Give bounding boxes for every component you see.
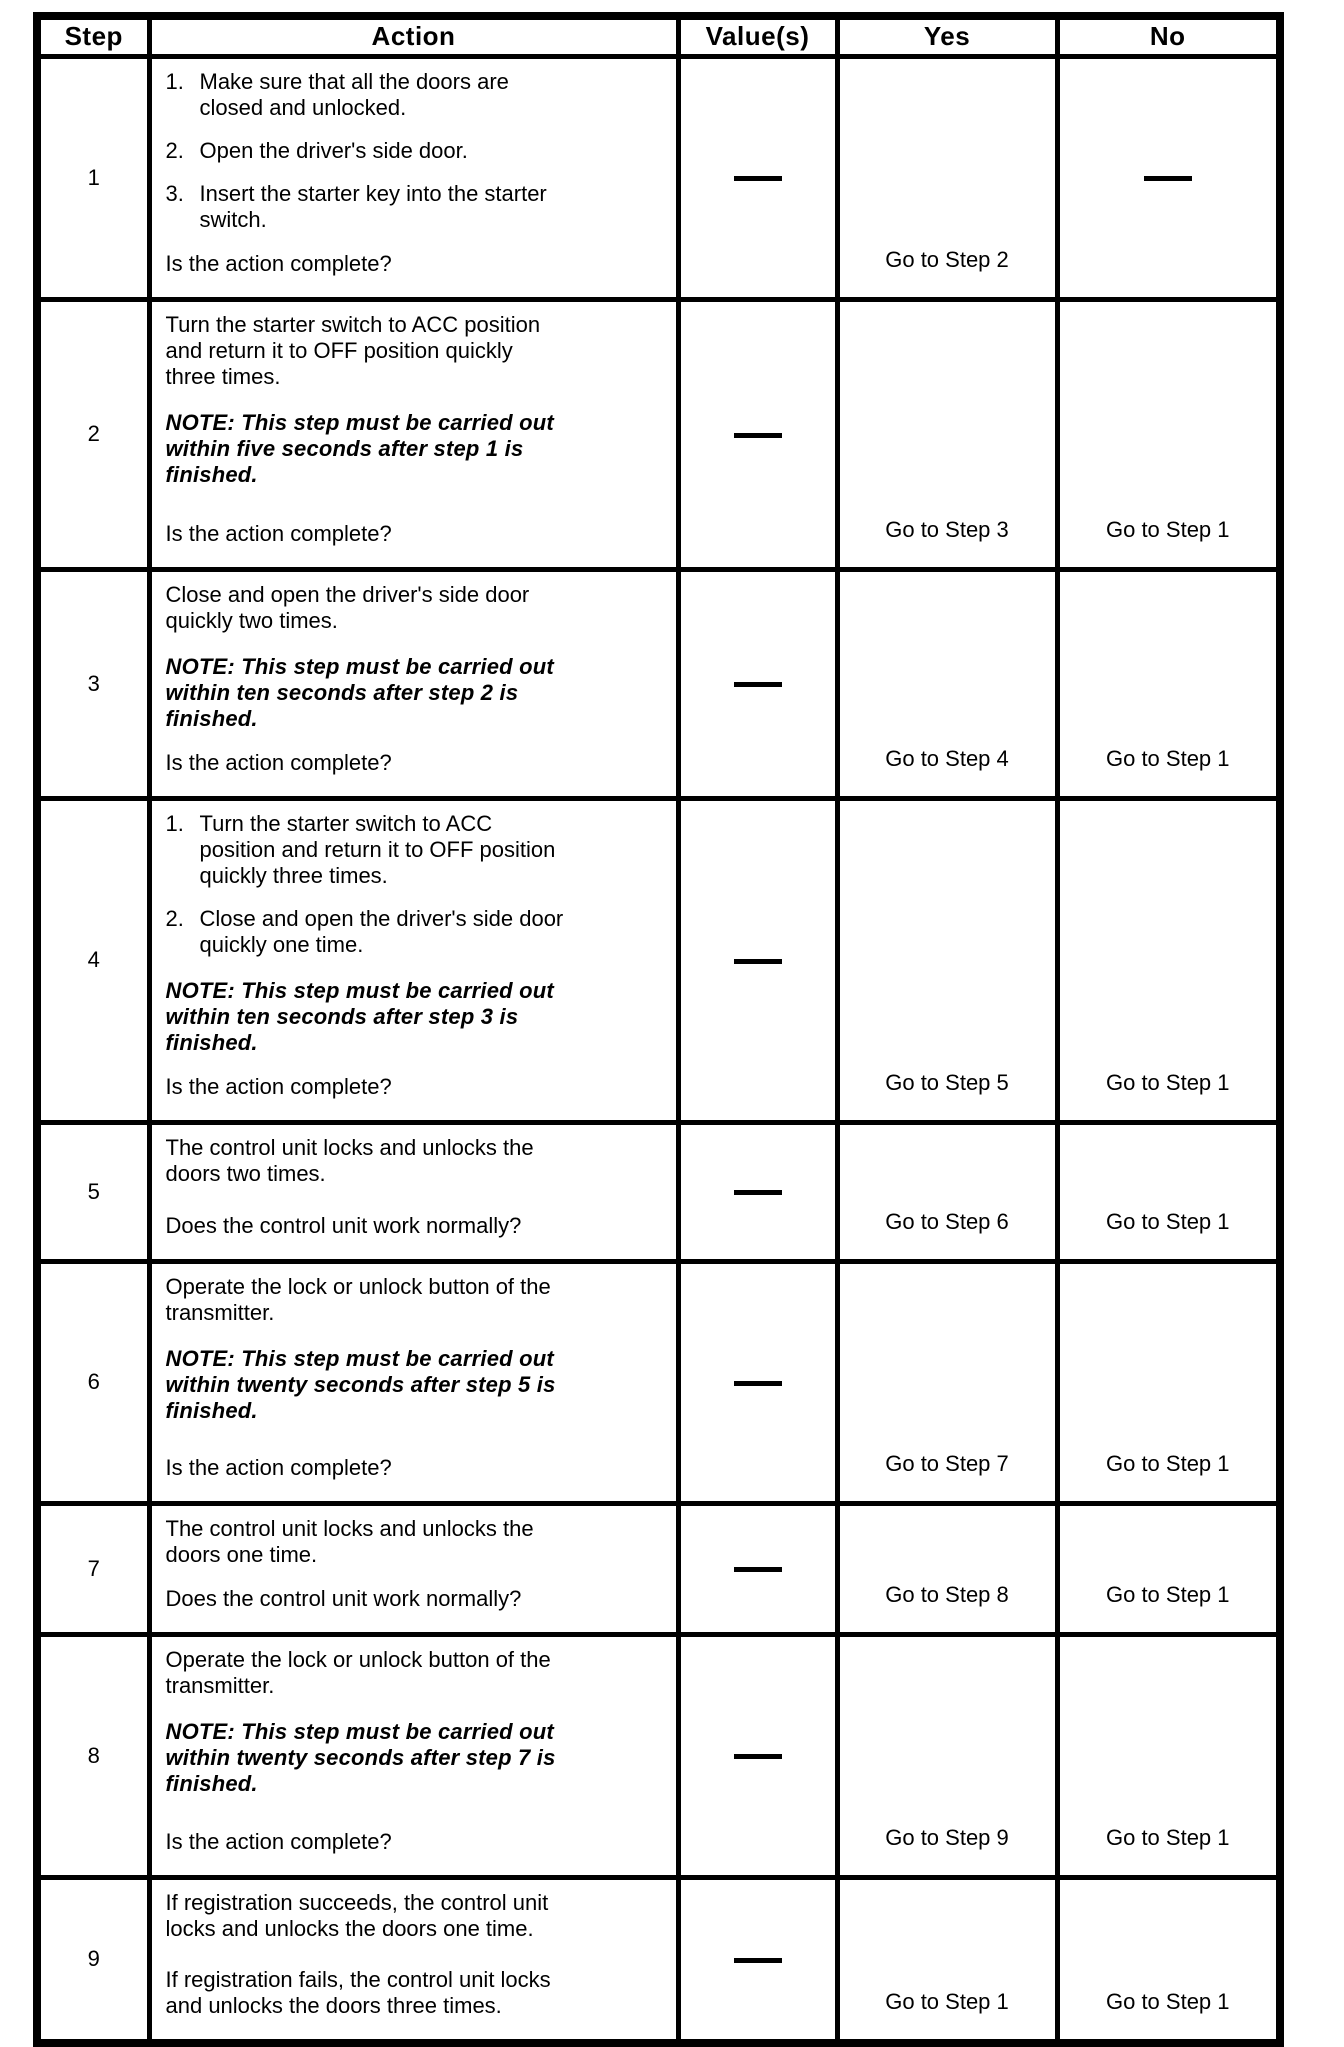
list-number: 1.	[165, 68, 184, 94]
procedure-table-container	[33, 12, 1284, 2047]
action-paragraph: Operate the lock or unlock button of the transmitter.	[165, 1273, 551, 1325]
header-action: Action	[149, 16, 678, 56]
yes-cell	[837, 569, 1057, 798]
no-cell	[1057, 56, 1280, 299]
yes-cell	[837, 299, 1057, 569]
header-yes: Yes	[837, 16, 1057, 56]
step-number: 9	[37, 1877, 149, 2043]
action-cell	[149, 1634, 678, 1877]
dash-placeholder	[734, 1567, 782, 1572]
action-paragraph: If registration fails, the control unit locks and unlocks the doors three times.	[165, 1966, 551, 2018]
dash-placeholder	[734, 176, 782, 181]
action-paragraph: The control unit locks and unlocks the doors one time.	[165, 1515, 534, 1567]
step-number: 6	[37, 1261, 149, 1503]
question-text: Is the action complete?	[165, 749, 392, 775]
values-cell	[678, 569, 837, 798]
action-cell	[149, 1877, 678, 2043]
numbered-item	[166, 906, 658, 958]
note-text: NOTE: This step must be carried out within ten seconds after step 2 is finished.	[165, 653, 554, 731]
goto-step-text: Go to Step 1	[1105, 1450, 1230, 1476]
header-no: No	[1057, 16, 1280, 56]
no-cell	[1057, 299, 1280, 569]
action-cell	[149, 1122, 678, 1261]
dash-placeholder	[734, 682, 782, 687]
question-text: Is the action complete?	[165, 520, 392, 546]
action-paragraph: If registration succeeds, the control unit locks and unlocks the doors one time.	[165, 1889, 549, 1941]
yes-cell	[837, 798, 1057, 1122]
dash-placeholder	[734, 1754, 782, 1759]
note-text: NOTE: This step must be carried out within twenty seconds after step 7 is finished.	[165, 1718, 556, 1796]
dash-placeholder	[734, 1190, 782, 1195]
goto-step-text: Go to Step 1	[1105, 745, 1230, 771]
values-cell	[678, 1503, 837, 1634]
action-cell	[149, 1261, 678, 1503]
table-row	[37, 1261, 1280, 1503]
goto-step-text: Go to Step 1	[1105, 1208, 1230, 1234]
values-cell	[678, 299, 837, 569]
header-step: Step	[37, 16, 149, 56]
list-number: 2.	[165, 137, 184, 163]
dash-placeholder	[734, 959, 782, 964]
table-row	[37, 56, 1280, 299]
action-cell	[149, 1503, 678, 1634]
yes-cell	[837, 1634, 1057, 1877]
list-number: 3.	[165, 180, 184, 206]
action-cell	[149, 569, 678, 798]
table-body	[37, 56, 1280, 2043]
goto-step-text: Go to Step 1	[1105, 1581, 1230, 1607]
list-item-text: Open the driver's side door.	[199, 137, 468, 163]
question-text: Is the action complete?	[165, 1073, 392, 1099]
note-text: NOTE: This step must be carried out within twenty seconds after step 5 is finished.	[165, 1345, 556, 1423]
step-number: 4	[37, 798, 149, 1122]
table-row	[37, 569, 1280, 798]
goto-step-text: Go to Step 3	[885, 516, 1009, 542]
table-row	[37, 1503, 1280, 1634]
list-item-text: Insert the starter key into the starter switch.	[199, 180, 547, 232]
values-cell	[678, 1122, 837, 1261]
no-cell	[1057, 569, 1280, 798]
values-cell	[678, 1261, 837, 1503]
dash-placeholder	[734, 433, 782, 438]
step-number: 2	[37, 299, 149, 569]
table-row	[37, 798, 1280, 1122]
yes-cell	[837, 1261, 1057, 1503]
values-cell	[678, 798, 837, 1122]
no-cell	[1057, 1634, 1280, 1877]
goto-step-text: Go to Step 5	[885, 1069, 1009, 1095]
question-text: Does the control unit work normally?	[165, 1585, 522, 1611]
goto-step-text: Go to Step 1	[1105, 1988, 1230, 2014]
numbered-item	[166, 811, 658, 889]
numbered-item	[166, 181, 658, 233]
action-paragraph: Close and open the driver's side door quickly two times.	[165, 581, 530, 633]
question-text: Is the action complete?	[165, 1828, 392, 1854]
table-row	[37, 299, 1280, 569]
numbered-item	[166, 69, 658, 121]
goto-step-text: Go to Step 7	[885, 1450, 1009, 1476]
step-number: 5	[37, 1122, 149, 1261]
no-cell	[1057, 1122, 1280, 1261]
goto-step-text: Go to Step 6	[885, 1208, 1009, 1234]
list-item-text: Make sure that all the doors are closed and unlocked.	[199, 68, 509, 120]
action-paragraph: Operate the lock or unlock button of the transmitter.	[165, 1646, 551, 1698]
no-cell	[1057, 798, 1280, 1122]
table-header-row	[37, 16, 1280, 56]
dash-placeholder	[734, 1381, 782, 1386]
no-cell	[1057, 1877, 1280, 2043]
yes-cell	[837, 1122, 1057, 1261]
goto-step-text: Go to Step 8	[885, 1581, 1009, 1607]
action-paragraph: The control unit locks and unlocks the doors two times.	[165, 1134, 534, 1186]
note-text: NOTE: This step must be carried out within five seconds after step 1 is finished.	[165, 409, 554, 487]
list-item-text: Close and open the driver's side door quickly one time.	[199, 905, 564, 957]
list-number: 1.	[165, 810, 184, 836]
list-number: 2.	[165, 905, 184, 931]
step-number: 7	[37, 1503, 149, 1634]
action-cell	[149, 798, 678, 1122]
values-cell	[678, 1877, 837, 2043]
action-paragraph: Turn the starter switch to ACC position and return it to OFF position quickly three times.	[165, 311, 541, 389]
note-text: NOTE: This step must be carried out within ten seconds after step 3 is finished.	[165, 977, 554, 1055]
goto-step-text: Go to Step 1	[1105, 516, 1230, 542]
question-text: Does the control unit work normally?	[165, 1212, 522, 1238]
header-values: Value(s)	[678, 16, 837, 56]
goto-step-text: Go to Step 1	[1105, 1069, 1230, 1095]
step-number: 3	[37, 569, 149, 798]
values-cell	[678, 56, 837, 299]
goto-step-text: Go to Step 1	[885, 1988, 1009, 2014]
goto-step-text: Go to Step 4	[885, 745, 1009, 771]
procedure-table	[33, 12, 1284, 2047]
table-row	[37, 1634, 1280, 1877]
list-item-text: Turn the starter switch to ACC position and return it to OFF position quickly three times.	[199, 810, 556, 888]
no-cell	[1057, 1261, 1280, 1503]
question-text: Is the action complete?	[165, 1454, 392, 1480]
yes-cell	[837, 56, 1057, 299]
yes-cell	[837, 1877, 1057, 2043]
action-cell	[149, 56, 678, 299]
goto-step-text: Go to Step 1	[1105, 1824, 1230, 1850]
numbered-item	[166, 138, 658, 164]
no-cell	[1057, 1503, 1280, 1634]
dash-placeholder	[1144, 176, 1192, 181]
goto-step-text: Go to Step 9	[885, 1824, 1009, 1850]
question-text: Is the action complete?	[165, 250, 392, 276]
values-cell	[678, 1634, 837, 1877]
step-number: 8	[37, 1634, 149, 1877]
table-row	[37, 1122, 1280, 1261]
action-cell	[149, 299, 678, 569]
table-row	[37, 1877, 1280, 2043]
goto-step-text: Go to Step 2	[885, 246, 1009, 272]
step-number: 1	[37, 56, 149, 299]
yes-cell	[837, 1503, 1057, 1634]
dash-placeholder	[734, 1958, 782, 1963]
